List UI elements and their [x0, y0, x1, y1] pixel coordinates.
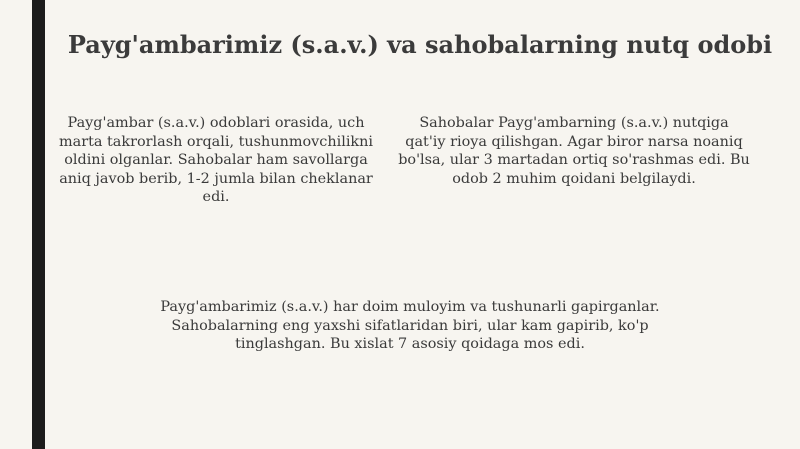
accent-bar	[32, 0, 45, 449]
paragraph-left: Payg'ambar (s.a.v.) odoblari orasida, uch marta takrorlash orqali, tushunmovchilikni oldini olganlar. Sahobalar ham savollarga aniq javob berib, 1-2 jumla bilan cheklanar edi.	[58, 115, 374, 205]
slide-title: Payg'ambarimiz (s.a.v.) va sahobalarning nutq odobi	[67, 30, 773, 59]
paragraph-right: Sahobalar Payg'ambarning (s.a.v.) nutqiga qat'iy rioya qilishgan. Agar biror narsa noaniq bo'lsa, ular 3 martadan ortiq so'rashmas edi. Bu odob 2 muhim qoidani belgilaydi.	[398, 115, 750, 187]
paragraph-bottom: Payg'ambarimiz (s.a.v.) har doim muloyim va tushunarli gapirganlar. Sahobalarning eng yaxshi sifatlaridan biri, ular kam gapirib, ko'p tinglashgan. Bu xislat 7 asosiy qoidaga mos edi.	[160, 299, 660, 352]
